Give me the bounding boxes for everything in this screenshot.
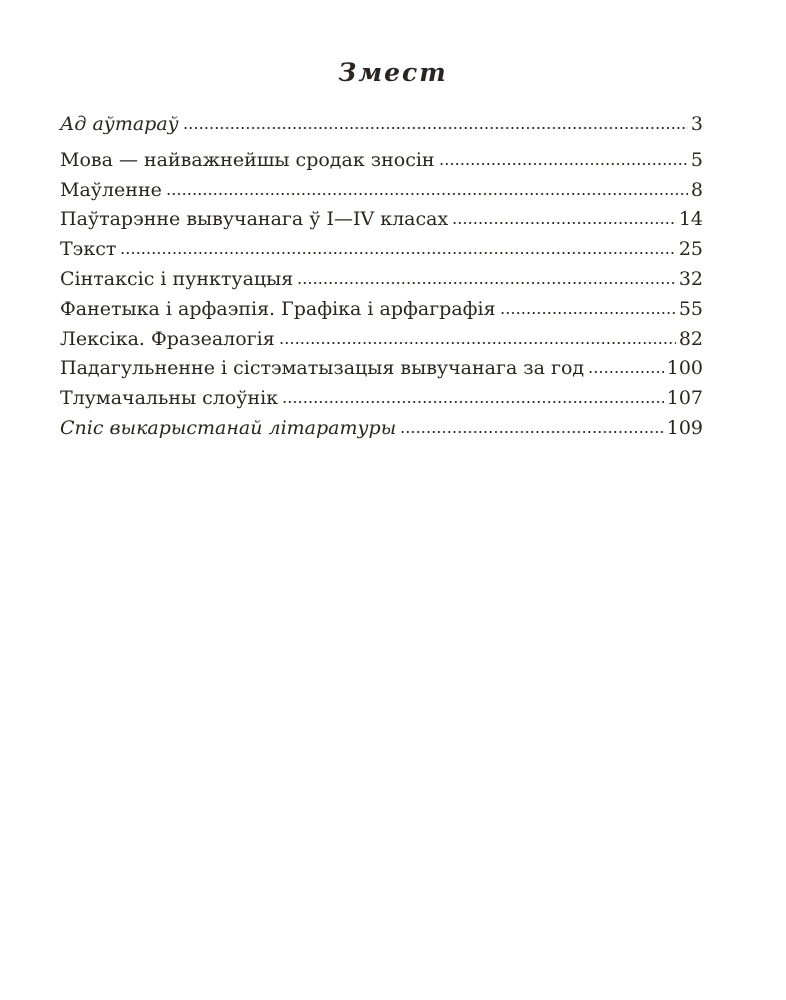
toc-entry-page: 3	[690, 113, 703, 135]
toc-dot-leader	[400, 431, 664, 433]
toc-entry[interactable]	[60, 265, 703, 295]
toc-dot-leader	[500, 312, 676, 314]
toc-entry[interactable]	[60, 354, 703, 384]
toc-dot-leader	[166, 193, 688, 195]
toc-entry[interactable]	[60, 146, 703, 176]
toc-dot-leader	[588, 371, 664, 373]
toc-entry[interactable]	[60, 295, 703, 325]
toc-entry[interactable]	[60, 235, 703, 265]
toc-entry-label: Паўтарэнне вывучанага ў I—IV класах	[60, 208, 449, 231]
toc-entry-label: Лексіка. Фразеалогія	[60, 327, 275, 350]
toc-entry-label: Тлумачальны слоўнік	[60, 387, 279, 410]
toc-entry[interactable]	[60, 110, 703, 140]
toc-entry-page: 82	[678, 327, 703, 350]
toc-entry-label: Сінтаксіс і пунктуацыя	[60, 267, 294, 290]
toc-entry-label: Тэкст	[60, 238, 117, 261]
toc-dot-leader	[120, 252, 675, 254]
toc-entry-page: 32	[678, 267, 703, 290]
toc-entry-label: Мова — найважнейшы сродак зносін	[60, 148, 435, 171]
toc-entry-page: 25	[678, 238, 703, 261]
table-of-contents	[60, 110, 703, 444]
toc-entry[interactable]	[60, 325, 703, 355]
toc-entry-page: 109	[666, 416, 703, 439]
toc-dot-leader	[297, 282, 676, 284]
toc-entry-page: 14	[678, 208, 703, 231]
toc-entry-label: Ад аўтараў	[60, 113, 179, 135]
toc-entry[interactable]	[60, 205, 703, 235]
page-title: Змест	[338, 58, 448, 87]
toc-dot-leader	[439, 163, 688, 165]
toc-entry-label: Фанетыка і арфаэпія. Графіка і арфаграфія	[60, 297, 496, 320]
toc-entry[interactable]	[60, 414, 703, 444]
toc-entry-page: 8	[690, 178, 703, 201]
toc-dot-leader	[452, 222, 676, 224]
toc-entry[interactable]	[60, 176, 703, 206]
toc-dot-leader	[282, 401, 664, 403]
toc-entry-label: Падагульненне і сістэматызацыя вывучанага за год	[60, 357, 585, 380]
toc-entry-page: 100	[666, 357, 703, 380]
toc-entry-label: Спіс выкарыстанай літаратуры	[60, 416, 397, 439]
toc-dot-leader	[279, 342, 676, 344]
toc-dot-leader	[183, 127, 688, 129]
toc-entry-page: 107	[666, 387, 703, 410]
toc-entry-page: 55	[678, 297, 703, 320]
toc-entry-label: Маўленне	[60, 178, 162, 201]
toc-entry-page: 5	[690, 148, 703, 171]
toc-entry[interactable]	[60, 384, 703, 414]
